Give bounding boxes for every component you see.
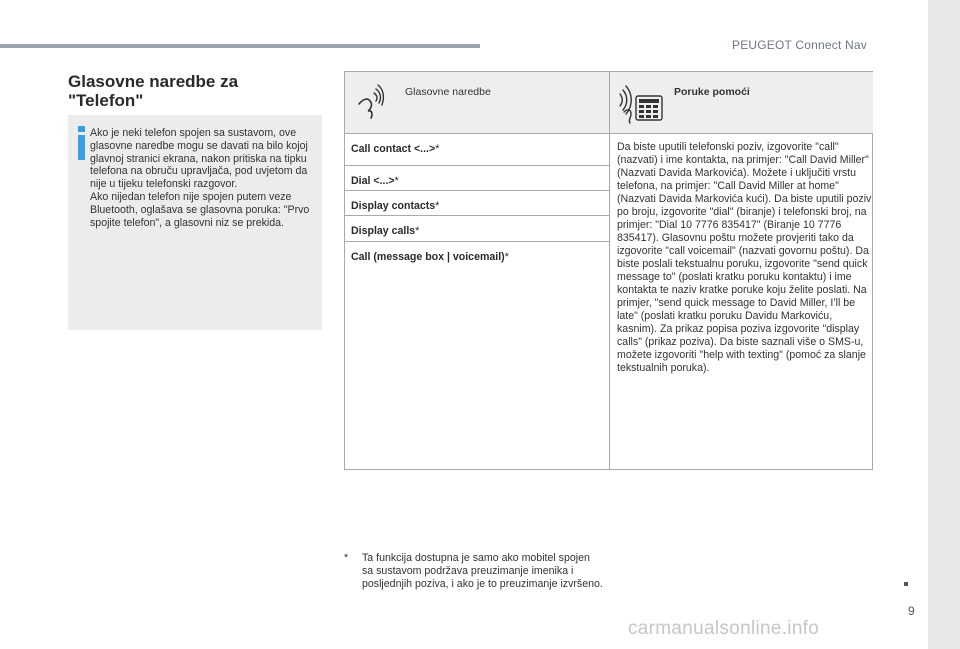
info-paragraph-1: Ako je neki telefon spojen sa sustavom, ove glasovne naredbe mogu se davati na bilo kojoj glavnoj stranici ekrana, nakon pritiska na tipku telefona na obruču upravljača, pod uvjetom da nije u tijeku telefonski razgovor.	[90, 127, 308, 191]
command-display-contacts: Display contacts*	[345, 191, 610, 216]
header-rule	[0, 44, 480, 48]
watermark: carmanualsonline.info	[628, 618, 820, 639]
voice-help-keypad-icon	[618, 84, 668, 124]
section-title: Glasovne naredbe za "Telefon"	[68, 72, 239, 110]
voice-commands-table	[344, 71, 873, 470]
header-product-name: PEUGEOT Connect Nav	[732, 38, 867, 52]
footnote-text: Ta funkcija dostupna je samo ako mobitel spojen sa sustavom podržava preuzimanje imenika i posljednjih poziva, i ako je to preuzimanje izvršeno.	[362, 552, 603, 590]
help-text: Da biste uputili telefonski poziv, izgovorite "call" (nazvati) i ime kontakta, na primjer: "Call David Miller" (Nazvati Davida Markovića). Možete i uključiti vrstu telefona, na primjer: "Call David Miller at home" (Nazvati Davida Markovića kući). Da biste uputili poziv po broju, izgovorite "dial" (biranje) i telefonski broj, na primjer: "Dial 10 7776 835417" (Biranje 10 7776 835417). Glasovnu poštu možete provjeriti tako da izgovorite "call voicemail" (nazvati govornu poštu). Da biste poslali tekstualnu poruku, izgovorite "send quick message to" (poslati kratku poruku kontaktu) i ime kontakta te naziv kratke poruke koju želite poslati. Na primjer, "send quick message to David Miller, I’ll be late" (poslati kratku poruku Davidu Markoviću, kasnim). Za prikaz popisa poziva izgovorite "display calls" (prikaz poziva). Da biste saznali više o SMS-u, možete izgovoriti "help with texting" (pomoć za slanje tekstualnih poruka).	[617, 141, 872, 374]
table-header-commands-label: Glasovne naredbe	[405, 86, 491, 98]
info-box	[68, 115, 322, 330]
command-display-calls: Display calls*	[345, 216, 610, 242]
info-paragraph-2: Ako nijedan telefon nije spojen putem veze Bluetooth, oglašava se glasovna poruka: "Prvo spojite telefon", a glasovni niz se prekida.	[90, 190, 310, 229]
table-header-help-label: Poruke pomoći	[674, 86, 750, 98]
command-call-contact: Call contact <...>*	[345, 134, 610, 166]
info-text	[90, 127, 314, 229]
voice-command-icon	[355, 84, 385, 122]
footnote-marker: *	[344, 552, 349, 564]
footnote	[344, 552, 604, 591]
command-dial: Dial <...>*	[345, 166, 610, 191]
table-header-help	[610, 72, 873, 134]
side-margin-strip	[928, 0, 960, 649]
command-call-voicemail: Call (message box | voicemail)*	[345, 242, 610, 469]
help-text-cell	[610, 134, 873, 469]
page-end-marker	[904, 582, 908, 586]
page-number: 9	[908, 604, 915, 618]
info-icon	[78, 126, 85, 160]
table-header-commands	[345, 72, 610, 134]
